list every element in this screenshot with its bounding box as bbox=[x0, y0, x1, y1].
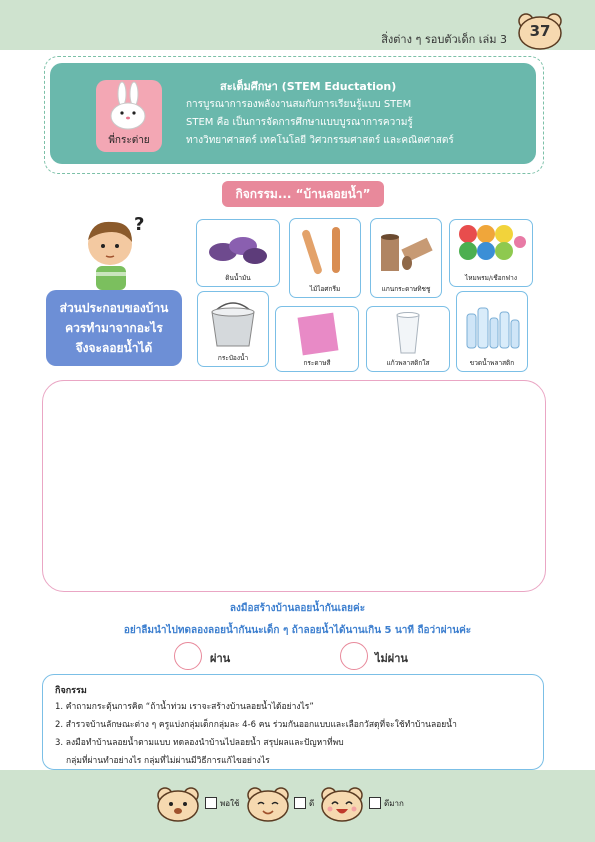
material-label: แกนกระดาษทิชชู bbox=[381, 285, 431, 293]
stem-line: การบูรณาการองพลังงานสมกับการเรียนรู้แบบ STEM bbox=[186, 99, 412, 110]
material-label: ขวดน้ำพลาสติก bbox=[469, 359, 515, 367]
page-number: 37 bbox=[529, 22, 551, 40]
plastic-bottle-icon bbox=[463, 296, 523, 354]
drawing-area[interactable] bbox=[42, 380, 546, 592]
svg-text:?: ? bbox=[134, 214, 145, 235]
bear-happy-icon bbox=[246, 786, 290, 822]
activity-step: 2. สำรวจบ้านลักษณะต่าง ๆ ครูแบ่งกลุ่มเด็กกลุ่มละ 4-6 คน ร่วมกันออกแบบและเลือกวัสดุที่จะใช้ทำบ้านลอยน้ำ bbox=[55, 720, 457, 730]
rating-label: ดีมาก bbox=[384, 799, 404, 808]
clay-icon bbox=[203, 224, 273, 268]
color-paper-icon bbox=[282, 311, 352, 357]
material-card-yarn bbox=[449, 219, 533, 287]
rating-label: พอใช้ bbox=[220, 799, 240, 808]
material-label: ไม้ไอศกรีม bbox=[309, 285, 341, 293]
material-card-clay bbox=[196, 219, 280, 287]
rating-label: ดี bbox=[309, 799, 315, 808]
material-label: กระป๋องน้ำ bbox=[217, 354, 249, 362]
activity-heading: กิจกรรม bbox=[55, 686, 87, 696]
fail-label: ไม่ผ่าน bbox=[375, 652, 408, 665]
material-card-plastic-cup bbox=[366, 306, 450, 372]
activity-title: กิจกรรม... “บ้านลอยน้ำ” bbox=[222, 181, 384, 207]
stem-title: สะเต็มศึกษา (STEM Eductation) bbox=[220, 80, 397, 93]
build-test-instruction: อย่าลืมนำไปทดลองลอยน้ำกันนะเด็ก ๆ ถ้าลอยน้ำได้นานเกิน 5 นาที ถือว่าผ่านค่ะ bbox=[123, 625, 472, 636]
bear-neutral-icon bbox=[156, 786, 200, 822]
material-card-tissue-roll bbox=[370, 218, 442, 298]
bucket-icon bbox=[204, 296, 262, 350]
material-card-plastic-bottle bbox=[456, 291, 528, 372]
material-card-bucket bbox=[197, 291, 269, 367]
plastic-cup-icon bbox=[373, 311, 443, 357]
question-line: ส่วนประกอบของบ้าน bbox=[59, 301, 169, 315]
material-label: แก้วพลาสติกใส bbox=[386, 359, 430, 367]
rating-checkbox-excellent[interactable] bbox=[369, 797, 381, 809]
tissue-roll-icon bbox=[377, 223, 437, 279]
activity-step: กลุ่มที่ผ่านทำอย่างไร กลุ่มที่ไม่ผ่านมีวิธีการแก้ไขอย่างไร bbox=[66, 756, 270, 766]
question-line: ควรทำมาจากอะไร bbox=[65, 321, 163, 335]
rating-checkbox-good[interactable] bbox=[294, 797, 306, 809]
stem-line: ทางวิทยาศาสตร์ เทคโนโลยี วิศวกรรมศาสตร์ และคณิตศาสตร์ bbox=[186, 135, 454, 146]
stem-line: STEM คือ เป็นการจัดการศึกษาแบบบูรณาการความรู้ bbox=[186, 117, 413, 128]
material-label: ไหมพรม/เชือกฟาง bbox=[465, 274, 517, 282]
material-card-color-paper bbox=[275, 306, 359, 372]
yarn-icon bbox=[456, 224, 526, 270]
build-instruction: ลงมือสร้างบ้านลอยน้ำกันเลยค่ะ bbox=[229, 603, 366, 614]
thinking-kid-icon bbox=[78, 212, 148, 292]
pass-label: ผ่าน bbox=[210, 652, 231, 665]
mascot-label: พี่กระต่าย bbox=[108, 135, 150, 146]
material-label: ดินน้ำมัน bbox=[225, 274, 251, 282]
activity-step: 3. ลงมือทำบ้านลอยน้ำตามแบบ ทดลองนำบ้านไปลอยน้ำ สรุปผลและปัญหาที่พบ bbox=[55, 738, 344, 748]
material-label: กระดาษสี bbox=[303, 359, 331, 367]
material-card-popsicle bbox=[289, 218, 361, 298]
question-box bbox=[46, 290, 182, 366]
activity-step: 1. คำถามกระตุ้นการคิด “ถ้าน้ำท่วม เราจะสร้างบ้านลอยน้ำได้อย่างไร” bbox=[55, 702, 314, 712]
pass-circle[interactable] bbox=[174, 642, 202, 670]
rating-checkbox-fair[interactable] bbox=[205, 797, 217, 809]
rabbit-icon bbox=[96, 80, 162, 132]
popsicle-stick-icon bbox=[296, 223, 354, 279]
fail-circle[interactable] bbox=[340, 642, 368, 670]
bear-very-happy-icon bbox=[320, 786, 364, 822]
question-line: จึงจะลอยน้ำได้ bbox=[75, 341, 153, 355]
book-title: สิ่งต่าง ๆ รอบตัวเด็ก เล่ม 3 bbox=[381, 33, 507, 46]
